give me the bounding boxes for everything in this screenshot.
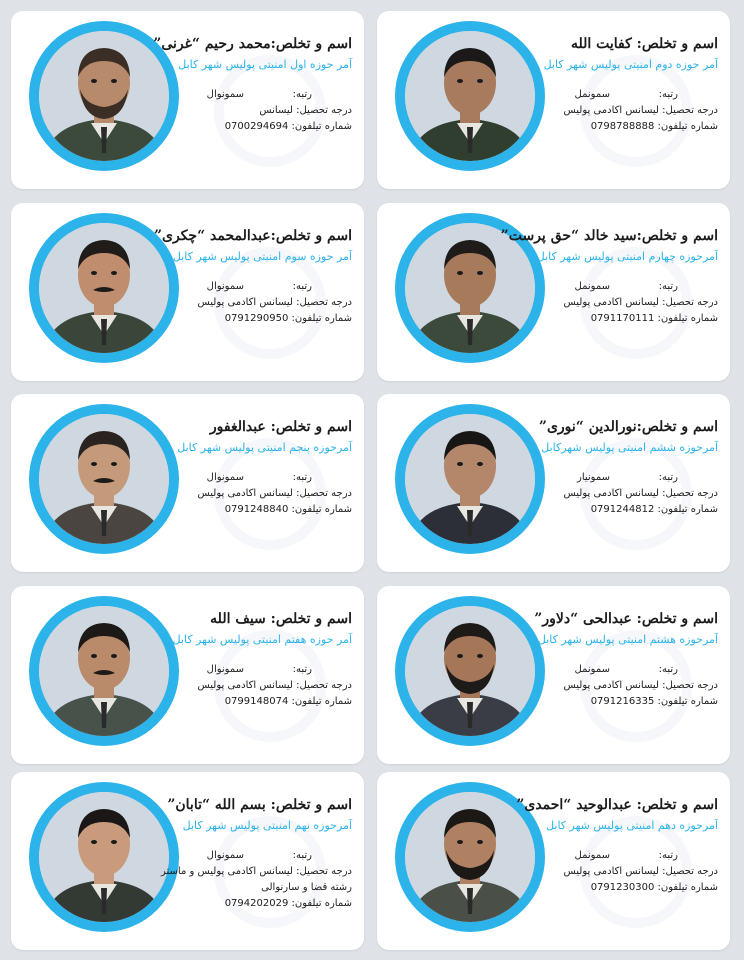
officer-name: اسم و تخلص: کفایت الله (570, 36, 718, 52)
rank-line (162, 662, 352, 678)
profile-card (11, 586, 364, 764)
rank-label: رتبه: (292, 664, 312, 675)
profile-card (377, 772, 730, 950)
portrait-illustration (405, 414, 535, 544)
right-eye (111, 79, 117, 83)
education-line: درجه تحصیل: لیسانس اکادمی پولیس و ماستر (161, 866, 352, 877)
right-eye (111, 654, 117, 658)
portrait-photo (39, 606, 169, 736)
officer-position: آمرحوزه هشتم امنیتی پولیس شهر کابل (537, 633, 718, 646)
profile-card (377, 394, 730, 572)
profile-text (153, 227, 352, 327)
portrait-illustration (405, 31, 535, 161)
education-line: درجه تحصیل: لیسانس اکادمی پولیس (197, 488, 352, 499)
education-line: درجه تحصیل: لیسانس اکادمی پولیس (563, 866, 718, 877)
portrait-illustration (39, 414, 169, 544)
right-eye (477, 79, 483, 83)
photo-ring (29, 782, 179, 932)
right-eye (477, 271, 483, 275)
profile-text (528, 35, 718, 135)
officer-name: اسم و تخلص: سیف الله (210, 611, 352, 627)
right-eye (477, 654, 483, 658)
necktie (467, 702, 473, 728)
left-eye (457, 654, 463, 658)
officer-position: آمرحوزه دهم امنیتی پولیس شهر کابل (546, 819, 718, 832)
left-eye (457, 79, 463, 83)
left-eye (91, 462, 97, 466)
rank-label: رتبه: (658, 472, 678, 483)
profile-card (377, 11, 730, 189)
profile-text (162, 418, 352, 518)
left-eye (91, 79, 97, 83)
portrait-photo (405, 414, 535, 544)
profile-text (516, 796, 718, 896)
officer-position: آمر حوزه سوم امنیتی پولیس شهر کابل (172, 250, 352, 263)
necktie (101, 510, 107, 536)
profile-text (500, 227, 718, 327)
necktie (467, 127, 473, 153)
officer-name: اسم و تخلص:سید خالد “حق پرست” (500, 228, 718, 244)
education-line: درجه تحصیل: لیسانس اکادمی پولیس (197, 680, 352, 691)
officer-name: اسم و تخلص:محمد رحیم “غرنی” (153, 36, 352, 52)
officer-name: اسم و تخلص: بسم الله “تابان” (167, 797, 352, 813)
rank-label: رتبه: (292, 472, 312, 483)
rank-line (528, 470, 718, 486)
photo-ring (395, 404, 545, 554)
profile-card (11, 11, 364, 189)
phone-line: شماره تیلفون: 0791170111 (590, 313, 718, 324)
phone-line: شماره تیلفون: 0791248840 (224, 504, 352, 515)
portrait-photo (405, 31, 535, 161)
portrait-photo (39, 31, 169, 161)
phone-line: شماره تیلفون: 0794202029 (224, 898, 352, 909)
photo-ring (29, 596, 179, 746)
rank-line (528, 848, 718, 864)
rank-value: سمونوال (206, 281, 244, 292)
photo-ring (395, 596, 545, 746)
phone-line: شماره تیلفون: 0798788888 (590, 121, 718, 132)
profile-card (11, 772, 364, 950)
profile-card (11, 394, 364, 572)
education-line: درجه تحصیل: لیسانس اکادمی پولیس (563, 105, 718, 116)
officer-position: آمرحوزه ششم امنیتی پولیس شهرکابل (541, 441, 718, 454)
profile-text (528, 610, 718, 710)
right-eye (477, 840, 483, 844)
rank-label: رتبه: (658, 89, 678, 100)
portrait-illustration (39, 606, 169, 736)
right-eye (477, 462, 483, 466)
officer-position: آمر حوزه هفتم امنیتی پولیس شهر کابل (172, 633, 352, 646)
left-eye (457, 271, 463, 275)
officer-name: اسم و تخلص: عبدالحی “دلاور” (534, 611, 718, 627)
officer-name: اسم و تخلص: عبدالغفور (209, 419, 352, 435)
rank-value: سمونمل (574, 281, 610, 292)
officer-name: اسم و تخلص:عبدالمحمد “چکری” (153, 228, 352, 244)
profile-text (153, 35, 352, 135)
right-eye (111, 840, 117, 844)
photo-ring (395, 21, 545, 171)
phone-line: شماره تیلفون: 0791216335 (590, 696, 718, 707)
left-eye (91, 840, 97, 844)
education-line: درجه تحصیل: لیسانس اکادمی پولیس (563, 297, 718, 308)
education-line: درجه تحصیل: لیسانس اکادمی پولیس (197, 297, 352, 308)
rank-label: رتبه: (292, 850, 312, 861)
left-eye (457, 462, 463, 466)
rank-line (528, 279, 718, 295)
rank-label: رتبه: (658, 281, 678, 292)
officer-position: آمرحوزه چهارم امنیتی پولیس شهر کابل (536, 250, 718, 263)
rank-label: رتبه: (658, 850, 678, 861)
right-eye (111, 462, 117, 466)
portrait-illustration (405, 606, 535, 736)
officer-position: آمر حوزه اول امنیتی پولیس شهر کابل (178, 58, 352, 71)
portrait-photo (39, 223, 169, 353)
rank-value: سمونوال (206, 472, 244, 483)
rank-line (528, 662, 718, 678)
necktie (467, 319, 473, 345)
left-eye (457, 840, 463, 844)
rank-value: سمونمل (574, 664, 610, 675)
profile-text (528, 418, 718, 518)
necktie (101, 888, 107, 914)
profile-text (162, 796, 352, 912)
profile-card (11, 203, 364, 381)
phone-line: شماره تیلفون: 0799148074 (224, 696, 352, 707)
rank-value: سمونمل (574, 89, 610, 100)
education-line: درجه تحصیل: لیسانس اکادمی پولیس (563, 488, 718, 499)
phone-line: شماره تیلفون: 0791230300 (590, 882, 718, 893)
portrait-photo (39, 414, 169, 544)
phone-line: شماره تیلفون: 0700294694 (224, 121, 352, 132)
right-eye (111, 271, 117, 275)
education-line: درجه تحصیل: لیسانس (259, 105, 352, 116)
rank-value: سمونوال (206, 664, 244, 675)
rank-line (162, 279, 352, 295)
phone-line: شماره تیلفون: 0791244812 (590, 504, 718, 515)
education-line: درجه تحصیل: لیسانس اکادمی پولیس (563, 680, 718, 691)
phone-line: شماره تیلفون: 0791290950 (224, 313, 352, 324)
officer-name: اسم و تخلص:نورالدین “نوری” (538, 419, 718, 435)
rank-line (162, 470, 352, 486)
officer-position: آمر حوزه دوم امنیتی پولیس شهر کابل (543, 58, 718, 71)
photo-ring (29, 404, 179, 554)
left-eye (91, 654, 97, 658)
necktie (467, 888, 473, 914)
portrait-illustration (39, 31, 169, 161)
left-eye (91, 271, 97, 275)
rank-label: رتبه: (292, 89, 312, 100)
necktie (101, 127, 107, 153)
rank-line (528, 87, 718, 103)
portrait-photo (39, 792, 169, 922)
portrait-photo (405, 606, 535, 736)
rank-value: سمونوال (206, 89, 244, 100)
rank-value: سمونیار (576, 472, 610, 483)
profile-card (377, 586, 730, 764)
rank-value: سمونوال (206, 850, 244, 861)
portrait-illustration (39, 792, 169, 922)
rank-line (162, 87, 352, 103)
necktie (101, 319, 107, 345)
rank-label: رتبه: (658, 664, 678, 675)
rank-value: سمونمل (574, 850, 610, 861)
necktie (467, 510, 473, 536)
profile-text (162, 610, 352, 710)
education-extra-line: رشته قضا و سارنوالی (261, 882, 352, 893)
officer-name: اسم و تخلص: عبدالوحید “احمدی” (516, 797, 718, 813)
portrait-illustration (39, 223, 169, 353)
officer-position: آمرحوزه نهم امنیتی پولیس شهر کابل (182, 819, 352, 832)
rank-line (162, 848, 352, 864)
rank-label: رتبه: (292, 281, 312, 292)
profile-card (377, 203, 730, 381)
officer-position: آمرحوزه پنجم امنیتی پولیس شهر کابل (177, 441, 352, 454)
necktie (101, 702, 107, 728)
